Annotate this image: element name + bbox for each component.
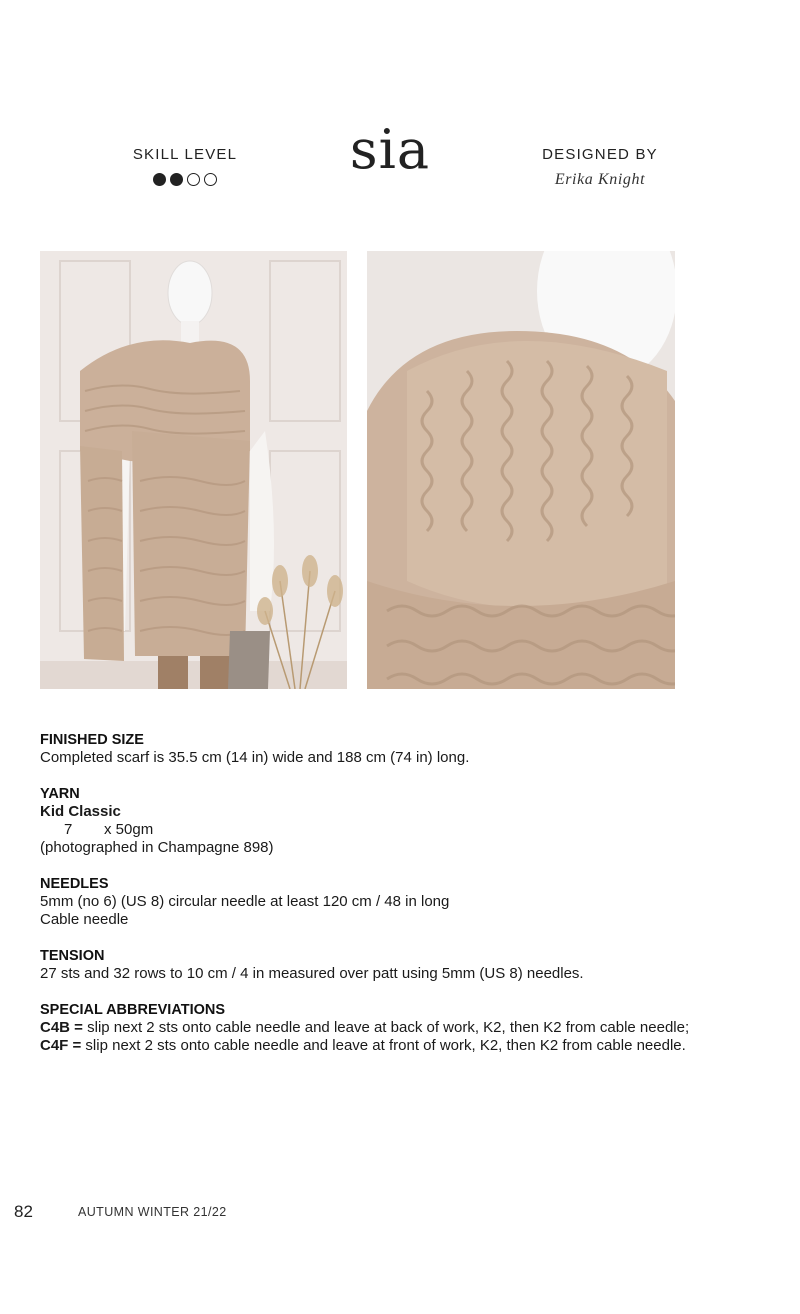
abbreviations-section	[40, 1001, 760, 1055]
abbreviation-definition: slip next 2 sts onto cable needle and leave at front of work, K2, then K2 from cable needle.	[81, 1037, 686, 1054]
needles-line-1: 5mm (no 6) (US 8) circular needle at least 120 cm / 48 in long	[40, 893, 450, 910]
pattern-title: sia	[349, 118, 431, 181]
designer-name: Erika Knight	[554, 171, 646, 188]
needles-section	[40, 875, 760, 929]
skill-dot-empty-icon	[187, 173, 200, 186]
pattern-details	[40, 731, 760, 1073]
yarn-heading: YARN	[40, 786, 80, 802]
yarn-unit: x 50gm	[104, 821, 154, 838]
finished-size-text: Completed scarf is 35.5 cm (14 in) wide and 188 cm (74 in) long.	[40, 749, 470, 766]
abbreviation-term: C4F =	[40, 1037, 82, 1054]
skill-dot-filled-icon	[153, 173, 166, 186]
yarn-section	[40, 785, 760, 857]
skill-dot-empty-icon	[204, 173, 217, 186]
abbreviation-definition: slip next 2 sts onto cable needle and leave at back of work, K2, then K2 from cable needle;	[82, 1019, 690, 1036]
finished-size-section	[40, 731, 760, 767]
yarn-note: (photographed in Champagne 898)	[40, 839, 274, 856]
yarn-quantity-row	[40, 821, 760, 839]
abbreviations-heading: SPECIAL ABBREVIATIONS	[40, 1002, 226, 1018]
finished-size-heading: FINISHED SIZE	[40, 732, 144, 748]
tension-heading: TENSION	[40, 948, 105, 964]
skill-dot-filled-icon	[170, 173, 183, 186]
abbreviation-item	[40, 1019, 760, 1037]
photo-full-length	[40, 251, 347, 689]
designer-block	[528, 146, 672, 189]
abbreviation-item	[40, 1037, 760, 1055]
needles-line-2: Cable needle	[40, 911, 129, 928]
skill-level-label: SKILL LEVEL	[132, 146, 238, 163]
issue-label: AUTUMN WINTER 21/22	[78, 1205, 227, 1219]
skill-level-block	[120, 146, 250, 186]
page-number: 82	[14, 1202, 33, 1221]
needles-heading: NEEDLES	[40, 876, 109, 892]
tension-section	[40, 947, 760, 983]
photo-collar-closeup	[367, 251, 675, 689]
yarn-name: Kid Classic	[40, 803, 121, 820]
skill-level-dots	[120, 173, 250, 186]
yarn-quantity: 7	[64, 821, 73, 838]
tension-text: 27 sts and 32 rows to 10 cm / 4 in measured over patt using 5mm (US 8) needles.	[40, 965, 584, 982]
abbreviation-term: C4B =	[40, 1019, 83, 1036]
designed-by-label: DESIGNED BY	[542, 146, 658, 163]
